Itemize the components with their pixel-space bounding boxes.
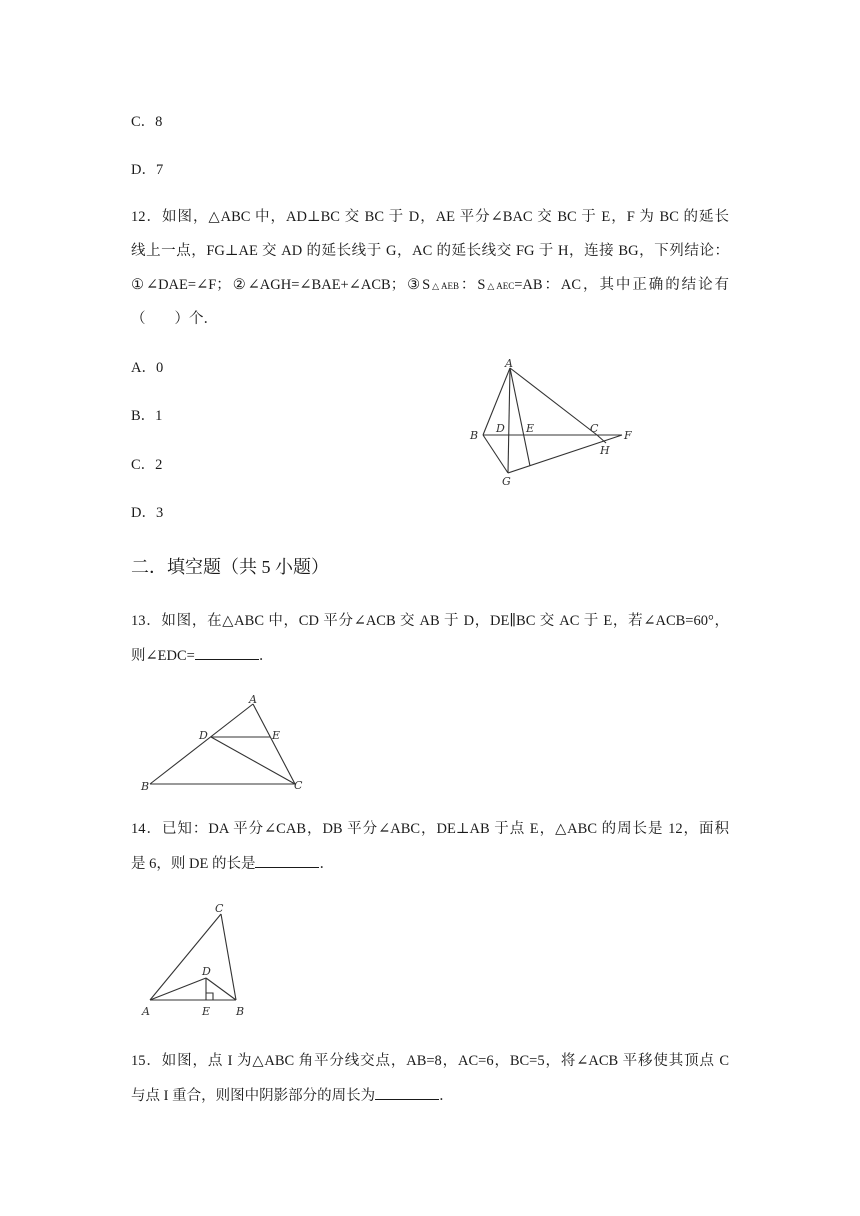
q14-text-line1: 14．已知：DA 平分∠CAB，DB 平分∠ABC，DE⊥AB 于点 E，△ABC 的周长是 12，面积: [131, 821, 729, 837]
q15-text-line1: 15．如图，点 I 为△ABC 角平分线交点，AB=8，AC=6，BC=5，将∠ACB 平移使其顶点 C: [131, 1053, 729, 1069]
q14-label-e: E: [202, 1005, 211, 1018]
section-title: 二．填空题（共 5 小题）: [131, 557, 329, 577]
q12-label-a: A: [505, 357, 513, 370]
q14-label-b: B: [236, 1005, 245, 1018]
option-c-prev: C．8: [131, 114, 163, 130]
q12-label-g: G: [502, 475, 511, 488]
q12-label-h: H: [600, 444, 610, 457]
q13-label-c: C: [294, 779, 303, 792]
q12-option-c: C．2: [131, 457, 163, 473]
q13-text-line1: 13．如图，在△ABC 中，CD 平分∠ACB 交 AB 于 D，DE∥BC 交 AC 于 E，若∠ACB=60°，: [131, 613, 729, 629]
q12-text-line1: 12．如图，△ABC 中，AD⊥BC 交 BC 于 D，AE 平分∠BAC 交 BC 于 E，F 为 BC 的延长: [131, 209, 729, 225]
q12-text-line2: 线上一点，FG⊥AE 交 AD 的延长线于 G，AC 的延长线交 FG 于 H，连接 BG，下列结论：: [131, 243, 729, 259]
q14-text-line2: 是 6，则 DE 的长是 ．: [131, 853, 334, 874]
q13-label-b: B: [141, 780, 150, 793]
option-d-prev: D．7: [131, 162, 164, 178]
q12-option-b: B．1: [131, 408, 163, 424]
q12-label-c: C: [590, 422, 599, 435]
answer-blank[interactable]: [375, 1085, 439, 1100]
subscript-aeb: △AEB: [430, 281, 459, 291]
q13-label-a: A: [249, 693, 257, 706]
q12-option-d: D．3: [131, 505, 164, 521]
q12-label-f: F: [624, 429, 632, 442]
q12-label-b: B: [470, 429, 479, 442]
subscript-aec: △AEC: [485, 281, 515, 291]
q12-text-line4: （ ）个．: [131, 311, 218, 327]
q12-label-d: D: [496, 422, 505, 435]
q14-label-a: A: [142, 1005, 150, 1018]
q14-label-d: D: [202, 965, 211, 978]
q14-label-c: C: [215, 902, 224, 915]
q13-label-d: D: [199, 729, 208, 742]
q12-label-e: E: [526, 422, 535, 435]
q12-option-a: A．0: [131, 360, 164, 376]
q15-text-line2: 与点 I 重合，则图中阴影部分的周长为 ．: [131, 1085, 454, 1106]
q13-label-e: E: [272, 729, 281, 742]
q12-text-line3: ①∠DAE=∠F；②∠AGH=∠BAE+∠ACB；③S△AEB：S△AEC=AB：AC，其中正确的结论有: [131, 277, 730, 293]
q13-text-line2: 则∠EDC= ．: [131, 645, 273, 666]
